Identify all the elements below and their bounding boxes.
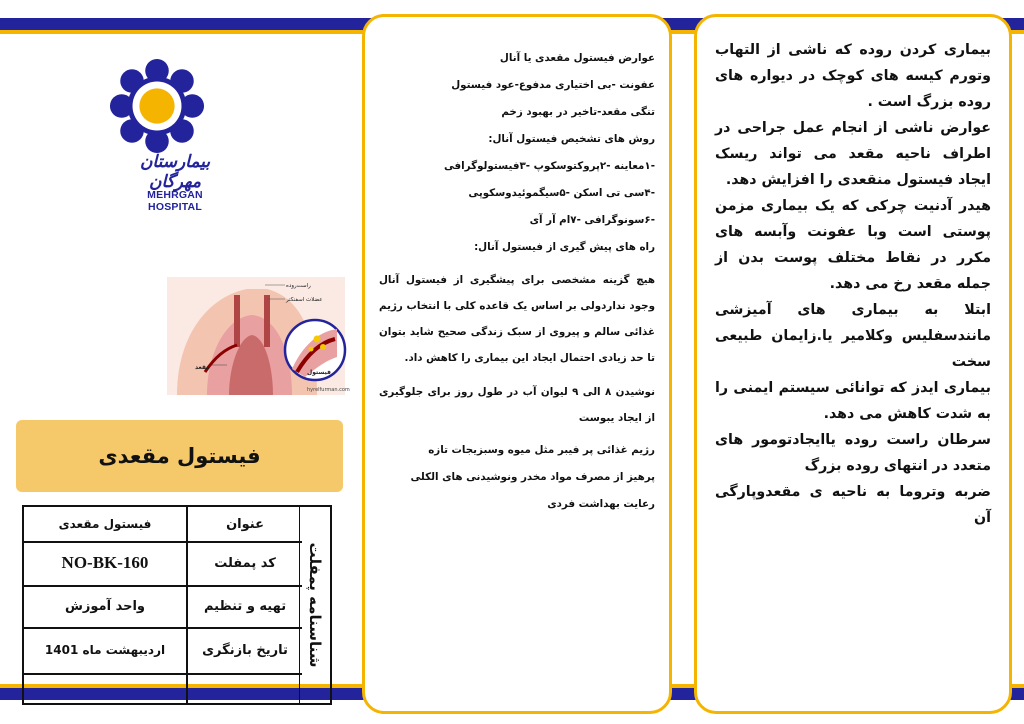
illustration-label-rectum: راست‌روده [286,283,311,289]
id-label-title: عنوان [226,516,264,532]
middle-line: روش های تشخیص فیستول آنال: [488,133,655,145]
middle-paragraph: هیچ گزینه مشخصی برای پیشگیری از فیستول آنال وجود نداردولی بر اساس یک قاعده کلی با انتخاب رژیم غذائی سالم و پیروی از سبک زندگی صحیح شاید بتوان تا حد زیادی احتمال ایجاد این بیماری را کاهش داد. [379,274,655,364]
id-card-side-text: شناسنامه پمفلت [306,542,324,668]
right-paragraph: ابتلا به بیماری های آمیزشی مانندسفلیس وکلامیر یا.زایمان طبیعی سخت [715,302,991,370]
right-paragraph: بیماری ایدز که توانائی سیستم ایمنی را به شدت کاهش می دهد. [715,380,991,422]
illustration-label-anus: مقعد [195,364,210,371]
middle-line: پرهیز از مصرف مواد مخدر ونوشیدنی های الکلی [410,471,655,483]
middle-line: عوارض فیستول مقعدی یا آنال [499,52,655,64]
brand-name-en: MEHRGAN HOSPITAL [147,189,203,213]
middle-line: رعایت بهداشت فردی [547,498,655,510]
id-label-review-date: تاریخ بازنگری [202,642,288,658]
middle-paragraph: نوشیدن ۸ الی ۹ لیوان آب در طول روز برای جلوگیری از ایجاد یبوست [379,386,655,424]
right-paragraph: عوارض ناشی از انجام عمل جراحی در اطراف ناحیه مقعد می تواند ریسک ایجاد فیستول منقعدی را افزایش دهد. [715,120,991,188]
id-label-author: تهیه و تنظیم [203,598,287,614]
illustration-label-sphincter: عضلات اسفنکتر [286,297,323,303]
middle-panel-text [379,45,655,518]
right-paragraph: بیماری کردن روده که ناشی از التهاب وتورم کیسه های کوچک در دیواره های روده بزرگ است . [715,42,991,110]
middle-line: عفونت -بی اختیاری مدفوع-عود فیستول [451,79,655,91]
id-value-review-date: اردیبهشت ماه 1401 [44,643,166,657]
id-label-code: کد پمفلت [214,555,276,571]
right-paragraph: سرطان راست روده یاایجادتومور های متعدد در انتهای روده بزرگ [715,432,991,474]
pamphlet-id-card [22,505,332,705]
middle-line: -۴سی تی اسکن -۵سیگموئیدوسکوپی [468,187,655,199]
pamphlet-title: فیستول مقعدی [16,420,343,492]
id-value-author: واحد آموزش [64,598,146,614]
right-paragraph: هیدر آدنیت چرکی که یک بیماری مزمن پوستی است وبا عفونت وآبسه های مکرر در نقاط مختلف پوست بدن از جمله مقعد رخ می دهد. [715,198,991,292]
id-value-code: NO-BK-160 [61,553,149,572]
right-panel [694,14,1012,714]
id-value-title: فیستول مقعدی [58,517,152,531]
right-paragraph: ضربه وتروما به ناحیه ی مقعدوپارگی آن [715,484,991,526]
brand-name-fa: بیمارستان مهرگان [139,152,211,192]
mehrgan-logo-icon [108,57,206,155]
middle-panel [362,14,672,714]
right-panel-text [715,37,991,531]
id-card-side-label [299,507,330,703]
middle-line: -۶سونوگرافی -۷ام آر آی [529,214,655,226]
middle-line: رژیم غذائی پر فیبر مثل میوه وسبزیجات تازه [428,444,655,456]
middle-line: تنگی مقعد-تاخیر در بهبود زخم [501,106,655,118]
middle-line: راه های پیش گیری از فیستول آنال: [474,241,655,253]
id-card-divider [24,673,302,675]
illustration-credit: hyrelfurman.com [307,387,350,393]
illustration-label-fistula: فیستول [307,369,331,376]
middle-line: -۱معاینه -۲پروکتوسکوپ -۳فیستولوگرافی [443,160,655,172]
anal-fistula-illustration [167,277,350,395]
